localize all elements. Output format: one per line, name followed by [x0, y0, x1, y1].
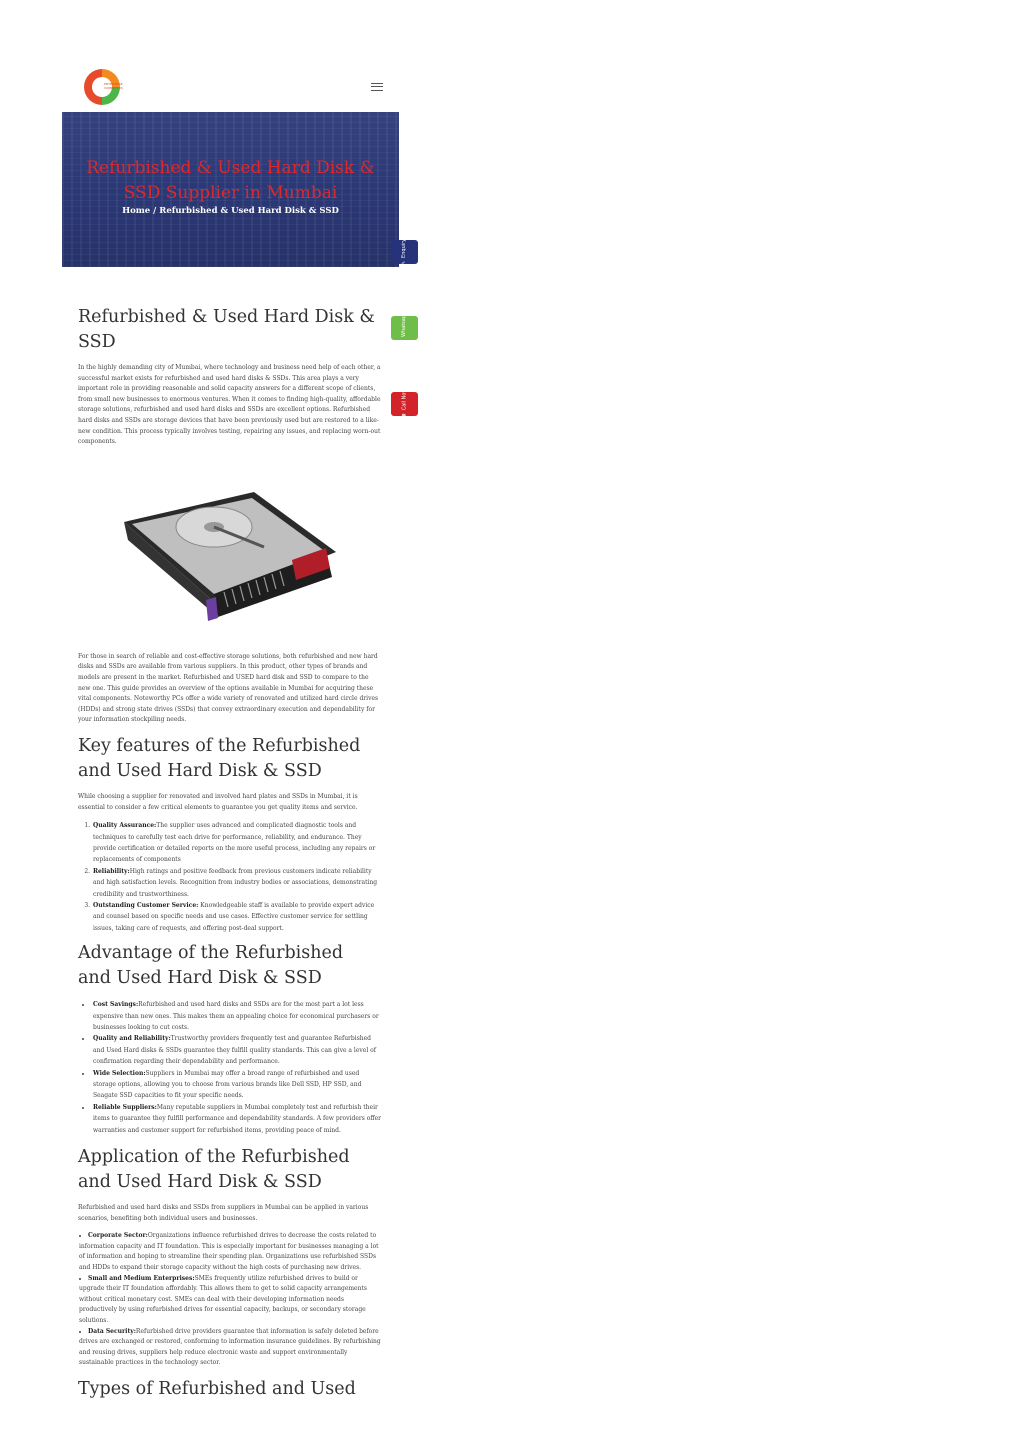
- item-title: Outstanding Customer Service:: [93, 901, 199, 909]
- list-item: [78, 1231, 382, 1273]
- enquiry-label: Enquiry: [401, 238, 408, 258]
- applications-list: [78, 1231, 382, 1369]
- item-title: Quality Assurance:: [93, 822, 157, 830]
- call-now-button[interactable]: [391, 388, 418, 420]
- breadcrumb-current: Refurbished & Used Hard Disk & SSD: [159, 206, 339, 216]
- section-heading-intro: Refurbished & Used Hard Disk & SSD: [78, 307, 375, 352]
- item-text: Many reputable suppliers in Mumbai completely test and refurbish their items to guarantee they fulfill performance and dependability standards. A few providers offer warranties and customer support for refurbished items, providing peace of mind.: [93, 1103, 382, 1134]
- breadcrumb-home-link[interactable]: Home: [122, 206, 151, 216]
- intro-paragraph: In the highly demanding city of Mumbai, where technology and business need help of each other, a successful market exists for refurbished and used hard disks & SSDs. This area plays a very important role in providing reasonable and solid capacity answers for a different scope of clients, from small new businesses to enormous ventures. When it comes to finding high-quality, affordable storage solutions, refurbished and used hard disks and SSDs are excellent options. Refurbished hard disks and SSDs are storage devices that have been previously used but are restored to a like-new condition. This process typically involves testing, repairing any issues, and replacing worn-out components.: [78, 364, 381, 446]
- enquiry-button[interactable]: [391, 240, 418, 264]
- list-item: [92, 820, 382, 866]
- list-item: [92, 1033, 382, 1067]
- whatsapp-label: Whatsapp: [401, 311, 408, 337]
- section-heading-features: Key features of the Refurbished and Used Hard Disk & SSD: [78, 735, 361, 781]
- advantages-list: [78, 999, 382, 1136]
- overview-paragraph: For those in search of reliable and cost-effective storage solutions, both refurbished and new hard disks and SSDs are available from various suppliers. In this product, other types of brands and models are present in the market. Refurbished and USED hard disk and SSD to compare to the new one. This guide provides an overview of the options available in Mumbai for acquiring these vital components. Noteworthy PCs offer a wide variety of renovated and utilized hard circle drives (HDDs) and strong state drives (SSDs) that convey extraordinary execution and dependability for your information stockpiling needs.: [78, 652, 379, 724]
- section-heading-advantages: Advantage of the Refurbished and Used Hard Disk & SSD: [78, 943, 344, 989]
- features-list: [78, 820, 382, 934]
- item-title: Reliability:: [93, 867, 130, 875]
- item-title: Quality and Reliability:: [93, 1035, 171, 1043]
- item-text: Trustworthy providers frequently test and guarantee Refurbished and Used Hard disks & SSDs guarantee they fulfill quality standards. This can give a level of confirmation regarding their dependability and performance.: [93, 1035, 376, 1066]
- item-title: Data Security:: [88, 1327, 136, 1335]
- page-title: Refurbished & Used Hard Disk & SSD Supplier in Mumbai: [86, 158, 375, 203]
- list-item: [92, 866, 382, 900]
- hard-disk-image: [114, 482, 344, 642]
- whatsapp-icon: ✆: [401, 339, 408, 345]
- list-item: [92, 1068, 382, 1102]
- section-heading-types: Types of Refurbished and Used: [78, 1378, 356, 1399]
- site-logo[interactable]: [82, 66, 128, 108]
- list-item: [92, 1102, 382, 1136]
- item-text: The supplier uses advanced and complicated diagnostic tools and techniques to carefully test each drive for performance, reliability, and endurance. They provide certification or detailed reports on the more useful process, including any repairs or replacements of components: [93, 822, 376, 864]
- main-content: [78, 305, 382, 1402]
- item-text: Organizations influence refurbished drives to decrease the costs related to information capacity and IT foundation. This is especially important for businesses managing a lot of information and hoping to streamline their spending plan. Organizations use refurbished SSDs and HDDs to expand their storage capacity without the high costs of purchasing new drives.: [79, 1232, 379, 1271]
- item-text: Refurbished and used hard disks and SSDs are for the most part a lot less expensive than new ones. This makes them an appealing choice for economical purchasers or businesses looking to cut costs.: [93, 1001, 379, 1031]
- features-intro: While choosing a supplier for renovated and involved hard plates and SSDs in Mumbai, it is essential to consider a few critical elements to guarantee you get quality items and service.: [78, 792, 358, 811]
- item-title: Wide Selection:: [93, 1069, 146, 1077]
- breadcrumb: [62, 206, 399, 216]
- item-text: Refurbished drive providers guarantee that information is safely deleted before drives are exchanged or restored, conforming to information insurance guidelines. By refurbishing and reusing drives, suppliers help reduce electronic waste and support environmentally sustainable practices in the technology sector.: [79, 1327, 381, 1367]
- list-item: [78, 1327, 382, 1369]
- item-text: Knowledgeable staff is available to provide expert advice and counsel based on specific needs and use cases. Effective customer service for settling issues, taking care of requests, and offering post-deal support.: [93, 901, 375, 932]
- item-text: High ratings and positive feedback from previous customers indicate reliability and high satisfaction levels. Recognition from industry bodies or associations, demonstrating credibility and trustworthiness.: [93, 867, 378, 898]
- list-item: [78, 1274, 382, 1327]
- item-title: Corporate Sector:: [88, 1232, 148, 1240]
- item-title: Cost Savings:: [93, 1001, 139, 1009]
- whatsapp-button[interactable]: [391, 311, 418, 345]
- item-text: SMEs frequently utilize refurbished drives to build or upgrade their IT foundation affordably. This allows them to get to solid capacity arrangements without critical monetary cost. SMEs can deal with their developing information needs productively by using refurbished drives for essential capacity, backups, or secondary storage solutions.: [79, 1274, 367, 1324]
- section-heading-applications: Application of the Refurbished and Used Hard Disk & SSD: [78, 1147, 350, 1193]
- hero-banner: [62, 112, 399, 267]
- phone-icon: ☎: [401, 413, 408, 420]
- hdd-product-image: [78, 454, 382, 652]
- item-title: Reliable Suppliers:: [93, 1103, 157, 1111]
- hamburger-menu-icon[interactable]: [371, 80, 383, 92]
- call-label: Call Now: [401, 388, 408, 411]
- breadcrumb-separator: /: [150, 206, 160, 216]
- list-item: [92, 999, 382, 1033]
- applications-intro: Refurbished and used hard disks and SSDs from suppliers in Mumbai can be applied in various scenarios, benefiting both individual users and businesses.: [78, 1204, 369, 1222]
- item-text: Suppliers in Mumbai may offer a broad range of refurbished and used storage options, allowing you to choose from various brands like Dell SSD, HP SSD, and Seagate SSD capacities to fit your specific needs.: [93, 1069, 362, 1100]
- site-header: [82, 66, 400, 108]
- list-item: [92, 900, 382, 934]
- pencil-icon: ✎: [401, 260, 408, 266]
- logo-text: ENTERPRISE COMPUTERS: [104, 82, 123, 90]
- item-title: Small and Medium Enterprises:: [88, 1274, 195, 1282]
